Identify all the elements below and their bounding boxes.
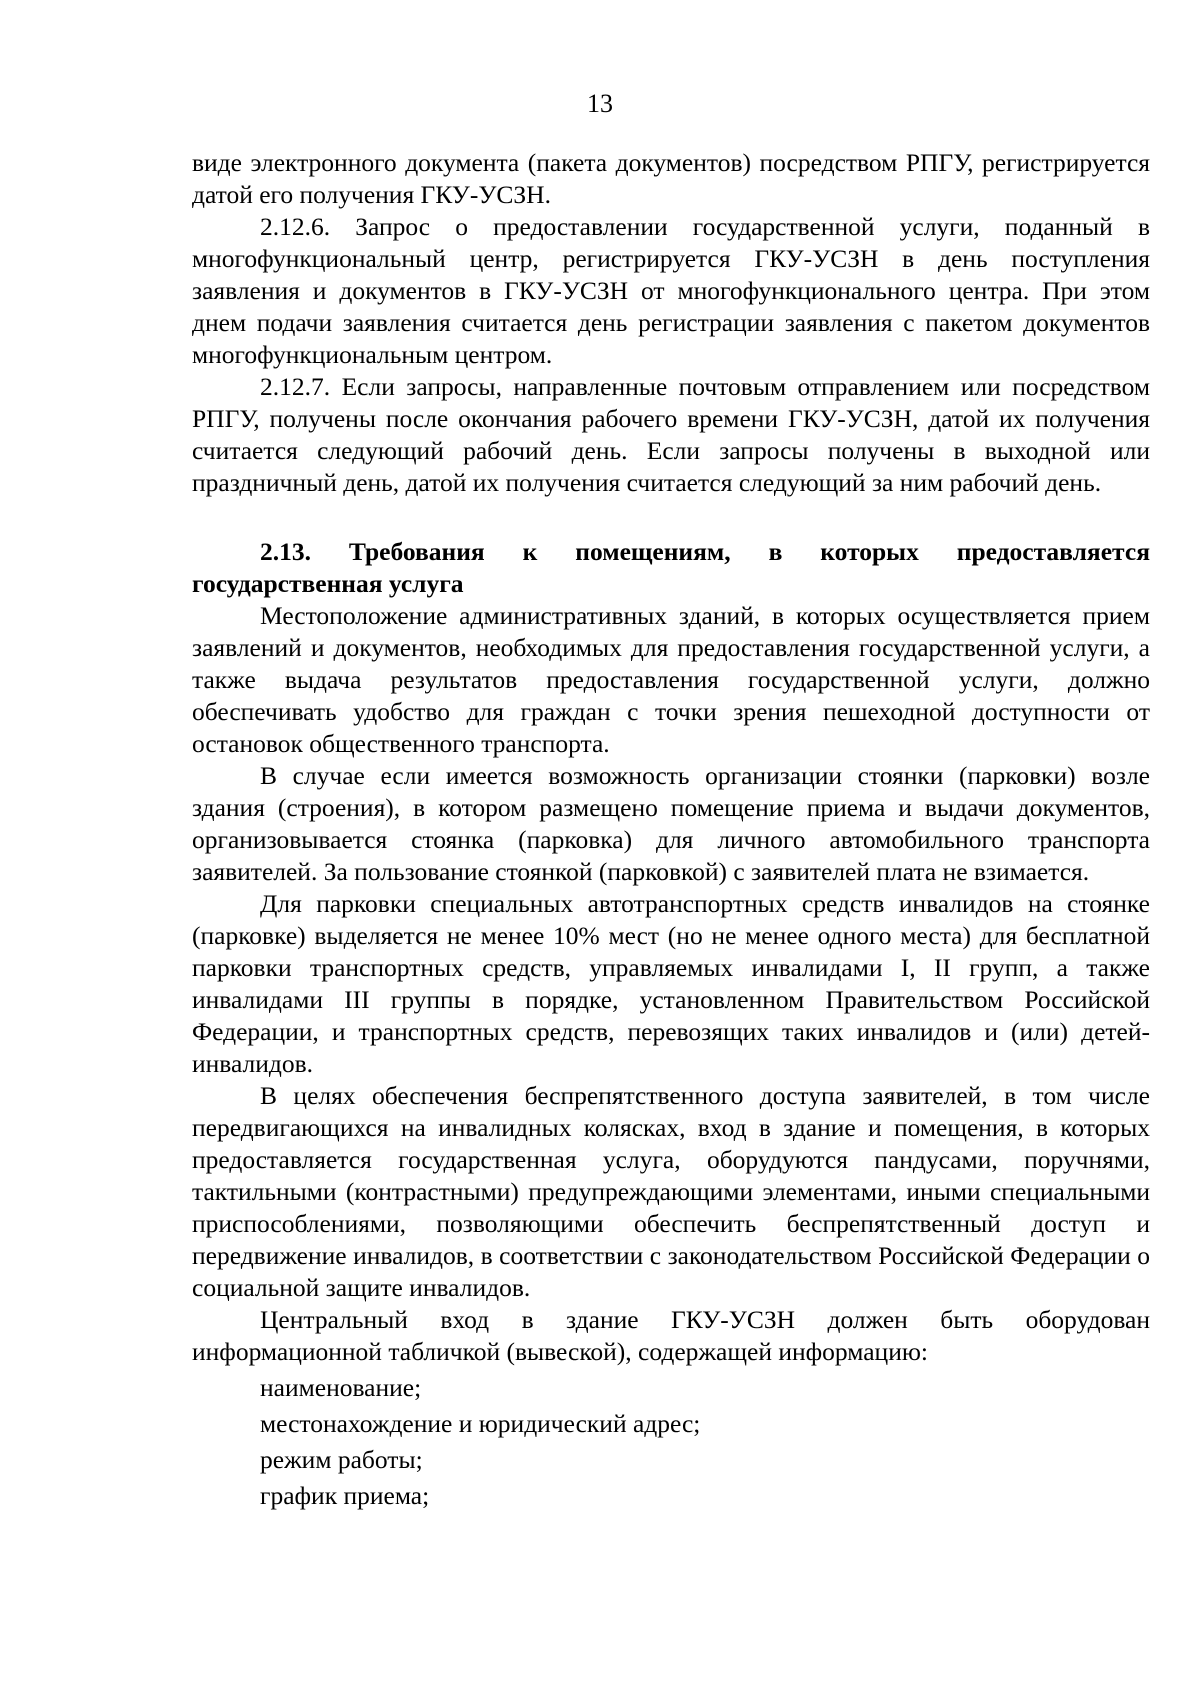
- list-item-hours: режим работы;: [260, 1445, 423, 1474]
- paragraph-location: Местоположение административных зданий, в которых осуществляется прием заявлений и документов, необходимых для предоставления государственной услуги, а также выдача результатов предоставления государственной услуги, должно обеспечивать удобство для граждан с точки зрения пешеходной доступности от остановок общественного транспорта.: [192, 601, 1150, 758]
- paragraph-2-12-7: 2.12.7. Если запросы, направленные почтовым отправлением или посредством РПГУ, получены после окончания рабочего времени ГКУ-УСЗН, датой их получения считается следующий рабочий день. Если запросы получены в выходной или праздничный день, датой их получения считается следующий за ним рабочий день.: [192, 372, 1150, 497]
- paragraph-disabled-parking: Для парковки специальных автотранспортных средств инвалидов на стоянке (парковке) выделяется не менее 10% мест (но не менее одного места) для бесплатной парковки транспортных средств, управляемых инвалидами I, II групп, а также инвалидами III группы в порядке, установленном Правительством Российской Федерации, и транспортных средств, перевозящих таких инвалидов и (или) детей-инвалидов.: [192, 889, 1150, 1078]
- section-heading-2-13: 2.13. Требования к помещениям, в которых предоставляется государственная услуга: [192, 537, 1150, 598]
- document-body: [192, 147, 1150, 1512]
- list-item-schedule: график приема;: [260, 1481, 430, 1510]
- paragraph-accessibility: В целях обеспечения беспрепятственного доступа заявителей, в том числе передвигающихся на инвалидных колясках, вход в здание и помещения, в которых предоставляется государственная услуга, оборудуются пандусами, поручнями, тактильными (контрастными) предупреждающими элементами, иными специальными приспособлениями, позволяющими обеспечить беспрепятственный доступ и передвижение инвалидов, в соответствии с законодательством Российской Федерации о социальной защите инвалидов.: [192, 1081, 1150, 1302]
- page-number: 13: [587, 89, 613, 118]
- paragraph-entrance-sign: Центральный вход в здание ГКУ-УСЗН должен быть оборудован информационной табличкой (вывеской), содержащей информацию:: [192, 1305, 1150, 1366]
- paragraph-parking: В случае если имеется возможность организации стоянки (парковки) возле здания (строения), в котором размещено помещение приема и выдачи документов, организовывается стоянка (парковка) для личного автомобильного транспорта заявителей. За пользование стоянкой (парковкой) с заявителей плата не взимается.: [192, 761, 1150, 886]
- list-item-name: наименование;: [260, 1373, 422, 1402]
- list-item-address: местонахождение и юридический адрес;: [260, 1409, 701, 1438]
- paragraph-2-12-6: 2.12.6. Запрос о предоставлении государственной услуги, поданный в многофункциональный центр, регистрируется ГКУ-УСЗН в день поступления заявления и документов в ГКУ-УСЗН от многофункционального центра. При этом днем подачи заявления считается день регистрации заявления с пакетом документов многофункциональным центром.: [192, 212, 1150, 369]
- paragraph-continuation: виде электронного документа (пакета документов) посредством РПГУ, регистрируется датой его получения ГКУ-УСЗН.: [192, 148, 1150, 209]
